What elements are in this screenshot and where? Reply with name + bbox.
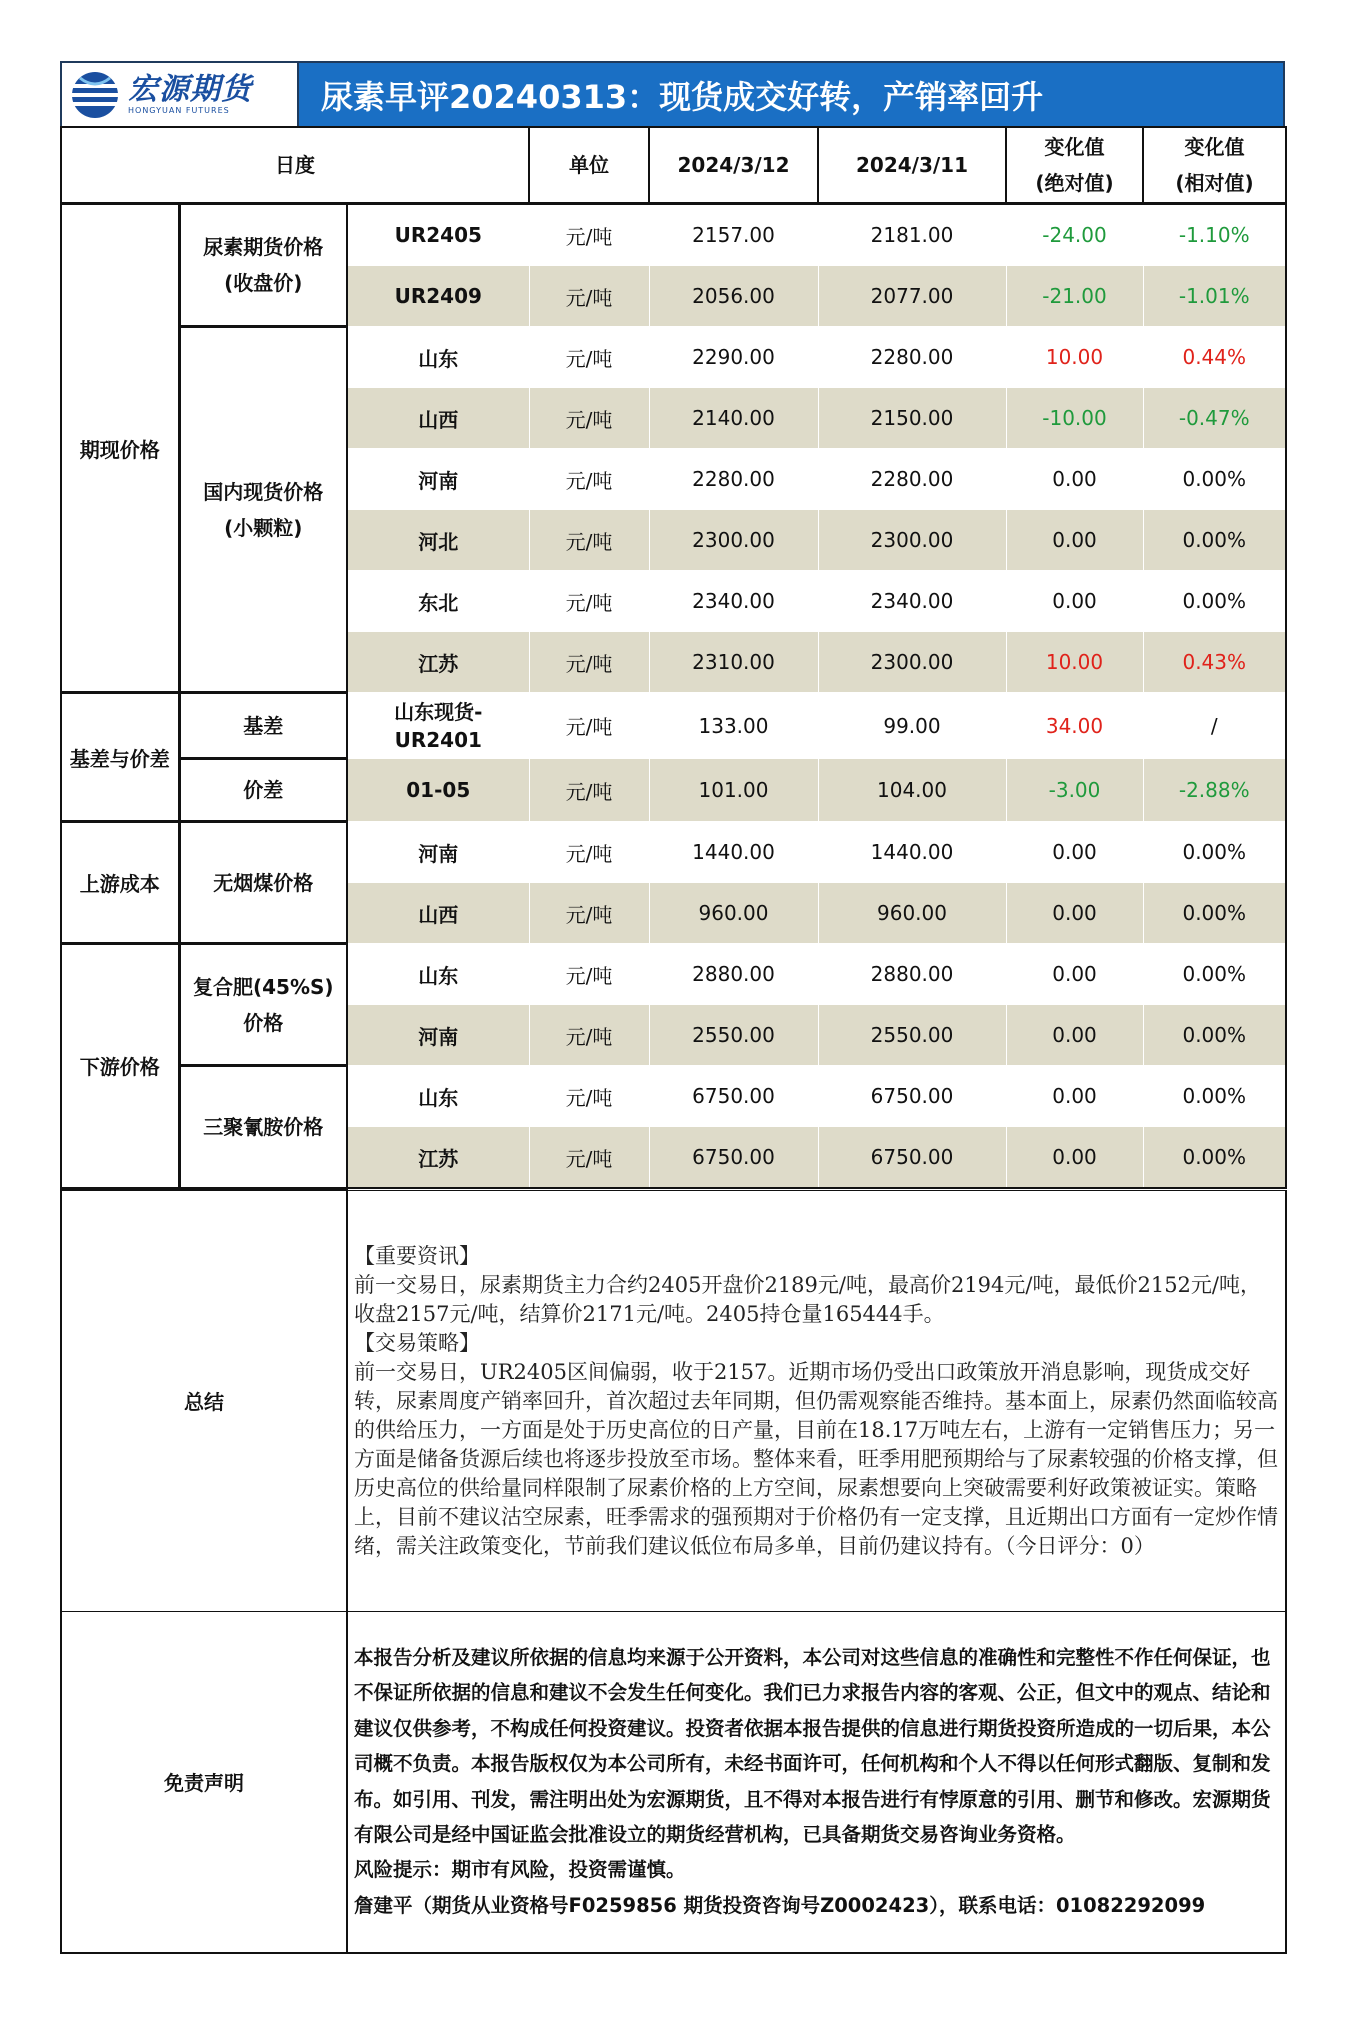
row-name: 江苏: [347, 632, 529, 693]
value-date2: 2300.00: [818, 510, 1006, 571]
row-name: 东北: [347, 571, 529, 632]
row-name: 山东: [347, 327, 529, 388]
table-row: [61, 693, 1286, 759]
col-dimension: 日度: [61, 127, 529, 204]
subgroup-label: 价差: [179, 759, 347, 822]
unit-cell: 元/吨: [529, 822, 649, 883]
row-name: 山西: [347, 388, 529, 449]
rel-change: -2.88%: [1143, 759, 1286, 822]
value-date1: 1440.00: [649, 822, 818, 883]
abs-change: -10.00: [1006, 388, 1143, 449]
analyst-info: 詹建平（期货从业资格号F0259856 期货投资咨询号Z0002423），联系电话：01082292099: [354, 1893, 1206, 1917]
col-date2: 2024/3/11: [818, 127, 1006, 204]
abs-change: 0.00: [1006, 883, 1143, 944]
risk-note: 风险提示：期市有风险，投资需谨慎。: [354, 1858, 686, 1882]
news-body: 前一交易日，尿素期货主力合约2405开盘价2189元/吨，最高价2194元/吨，最低价2152元/吨，收盘2157元/吨，结算价2171元/吨。2405持仓量165444手。: [354, 1273, 1261, 1326]
value-date2: 2150.00: [818, 388, 1006, 449]
disclaimer-label: 免责声明: [61, 1611, 347, 1953]
rel-change: 0.00%: [1143, 1127, 1286, 1189]
row-name: UR2409: [347, 266, 529, 327]
value-date2: 2550.00: [818, 1005, 1006, 1066]
subgroup-label: 复合肥(45%S) 价格: [179, 944, 347, 1066]
abs-change: 0.00: [1006, 571, 1143, 632]
unit-cell: 元/吨: [529, 1066, 649, 1127]
logo-name: 宏源期货: [128, 71, 252, 107]
table-row: [61, 822, 1286, 883]
rel-change: 0.00%: [1143, 510, 1286, 571]
value-date2: 2880.00: [818, 944, 1006, 1005]
summary-table: [60, 1190, 1287, 1954]
rel-change: /: [1143, 693, 1286, 759]
report-title: 尿素早评20240313：现货成交好转，产销率回升: [299, 63, 1283, 126]
unit-cell: 元/吨: [529, 388, 649, 449]
disclaimer-text: [347, 1611, 1286, 1953]
group-label: 期现价格: [61, 204, 179, 693]
value-date1: 2056.00: [649, 266, 818, 327]
subgroup-label: 三聚氰胺价格: [179, 1066, 347, 1189]
value-date2: 2181.00: [818, 204, 1006, 266]
abs-change: 34.00: [1006, 693, 1143, 759]
value-date2: 2300.00: [818, 632, 1006, 693]
rel-change: 0.00%: [1143, 449, 1286, 510]
row-name: 01-05: [347, 759, 529, 822]
value-date2: 2077.00: [818, 266, 1006, 327]
subgroup-label: 无烟煤价格: [179, 822, 347, 944]
unit-cell: 元/吨: [529, 883, 649, 944]
logo-globe-icon: [70, 70, 120, 120]
table-row: [61, 204, 1286, 266]
price-table: [60, 126, 1287, 1190]
value-date2: 99.00: [818, 693, 1006, 759]
row-name: UR2405: [347, 204, 529, 266]
unit-cell: 元/吨: [529, 1127, 649, 1189]
report-header: [60, 61, 1285, 126]
rel-change: 0.43%: [1143, 632, 1286, 693]
abs-change: 0.00: [1006, 1127, 1143, 1189]
value-date1: 2340.00: [649, 571, 818, 632]
group-label: 下游价格: [61, 944, 179, 1189]
col-date1: 2024/3/12: [649, 127, 818, 204]
table-row: [61, 327, 1286, 388]
unit-cell: 元/吨: [529, 449, 649, 510]
value-date2: 2280.00: [818, 449, 1006, 510]
rel-change: -1.10%: [1143, 204, 1286, 266]
rel-change: 0.00%: [1143, 883, 1286, 944]
unit-cell: 元/吨: [529, 759, 649, 822]
subgroup-label: 尿素期货价格 (收盘价): [179, 204, 347, 327]
value-date2: 6750.00: [818, 1066, 1006, 1127]
row-name: 山东: [347, 1066, 529, 1127]
value-date2: 2340.00: [818, 571, 1006, 632]
value-date1: 101.00: [649, 759, 818, 822]
abs-change: -21.00: [1006, 266, 1143, 327]
company-logo: [62, 63, 299, 126]
rel-change: -0.47%: [1143, 388, 1286, 449]
row-name: 河南: [347, 1005, 529, 1066]
rel-change: 0.00%: [1143, 1066, 1286, 1127]
rel-change: 0.00%: [1143, 822, 1286, 883]
disclaimer-body: 本报告分析及建议所依据的信息均来源于公开资料，本公司对这些信息的准确性和完整性不作任何保证，也不保证所依据的信息和建议不会发生任何变化。我们已力求报告内容的客观、公正，但文中的观点、结论和建议仅供参考，不构成任何投资建议。投资者依据本报告提供的信息进行期货投资所造成的一切后果，本公司概不负责。本报告版权仅为本公司所有，未经书面许可，任何机构和个人不得以任何形式翻版、复制和发布。如引用、刊发，需注明出处为宏源期货，且不得对本报告进行有悖原意的引用、删节和修改。宏源期货有限公司是经中国证监会批准设立的期货经营机构，已具备期货交易咨询业务资格。: [354, 1645, 1271, 1846]
rel-change: -1.01%: [1143, 266, 1286, 327]
value-date2: 104.00: [818, 759, 1006, 822]
abs-change: 0.00: [1006, 1066, 1143, 1127]
unit-cell: 元/吨: [529, 327, 649, 388]
table-header: [61, 127, 1286, 204]
table-row: [61, 1066, 1286, 1127]
value-date1: 2157.00: [649, 204, 818, 266]
summary-label: 总结: [61, 1190, 347, 1611]
value-date1: 2310.00: [649, 632, 818, 693]
abs-change: -24.00: [1006, 204, 1143, 266]
unit-cell: 元/吨: [529, 632, 649, 693]
col-abs-change: 变化值 (绝对值): [1006, 127, 1143, 204]
strategy-body: 前一交易日，UR2405区间偏弱，收于2157。近期市场仍受出口政策放开消息影响，现货成交好转，尿素周度产销率回升，首次超过去年同期，但仍需观察能否维持。基本面上，尿素仍然面临较高的供给压力，一方面是处于历史高位的日产量，目前在18.17万吨左右，上游有一定销售压力；另一方面是储备货源后续也将逐步投放至市场。整体来看，旺季用肥预期给与了尿素较强的价格支撑，但历史高位的供给量同样限制了尿素价格的上方空间，尿素想要向上突破需要利好政策被证实。策略上，目前不建议沽空尿素，旺季需求的强预期对于价格仍有一定支撑，且近期出口方面有一定炒作情绪，需关注政策变化，节前我们建议低位布局多单，目前仍建议持有。（今日评分：0）: [354, 1360, 1278, 1558]
abs-change: 0.00: [1006, 1005, 1143, 1066]
rel-change: 0.00%: [1143, 1005, 1286, 1066]
abs-change: 10.00: [1006, 632, 1143, 693]
row-name: 河南: [347, 822, 529, 883]
row-name: 河南: [347, 449, 529, 510]
value-date1: 6750.00: [649, 1066, 818, 1127]
abs-change: 10.00: [1006, 327, 1143, 388]
unit-cell: 元/吨: [529, 944, 649, 1005]
subgroup-label: 国内现货价格 (小颗粒): [179, 327, 347, 693]
abs-change: 0.00: [1006, 822, 1143, 883]
unit-cell: 元/吨: [529, 693, 649, 759]
abs-change: 0.00: [1006, 510, 1143, 571]
value-date2: 2280.00: [818, 327, 1006, 388]
row-name: 山东: [347, 944, 529, 1005]
subgroup-label: 基差: [179, 693, 347, 759]
unit-cell: 元/吨: [529, 204, 649, 266]
unit-cell: 元/吨: [529, 1005, 649, 1066]
unit-cell: 元/吨: [529, 571, 649, 632]
strategy-heading: 【交易策略】: [354, 1331, 480, 1355]
value-date1: 6750.00: [649, 1127, 818, 1189]
value-date1: 2880.00: [649, 944, 818, 1005]
abs-change: -3.00: [1006, 759, 1143, 822]
value-date1: 2140.00: [649, 388, 818, 449]
row-name: 江苏: [347, 1127, 529, 1189]
abs-change: 0.00: [1006, 944, 1143, 1005]
report-sheet: [60, 61, 1285, 1954]
value-date1: 2280.00: [649, 449, 818, 510]
abs-change: 0.00: [1006, 449, 1143, 510]
table-row: [61, 944, 1286, 1005]
row-name: 山西: [347, 883, 529, 944]
col-unit: 单位: [529, 127, 649, 204]
table-row: [61, 759, 1286, 822]
news-heading: 【重要资讯】: [354, 1244, 480, 1268]
row-name: 河北: [347, 510, 529, 571]
value-date2: 1440.00: [818, 822, 1006, 883]
row-name: 山东现货- UR2401: [347, 693, 529, 759]
value-date2: 6750.00: [818, 1127, 1006, 1189]
value-date2: 960.00: [818, 883, 1006, 944]
rel-change: 0.00%: [1143, 944, 1286, 1005]
summary-text: [347, 1190, 1286, 1611]
logo-english: HONGYUAN FUTURES: [128, 105, 230, 115]
rel-change: 0.44%: [1143, 327, 1286, 388]
unit-cell: 元/吨: [529, 266, 649, 327]
value-date1: 133.00: [649, 693, 818, 759]
rel-change: 0.00%: [1143, 571, 1286, 632]
value-date1: 2290.00: [649, 327, 818, 388]
col-rel-change: 变化值 (相对值): [1143, 127, 1286, 204]
unit-cell: 元/吨: [529, 510, 649, 571]
value-date1: 2550.00: [649, 1005, 818, 1066]
value-date1: 960.00: [649, 883, 818, 944]
value-date1: 2300.00: [649, 510, 818, 571]
group-label: 上游成本: [61, 822, 179, 944]
group-label: 基差与价差: [61, 693, 179, 822]
